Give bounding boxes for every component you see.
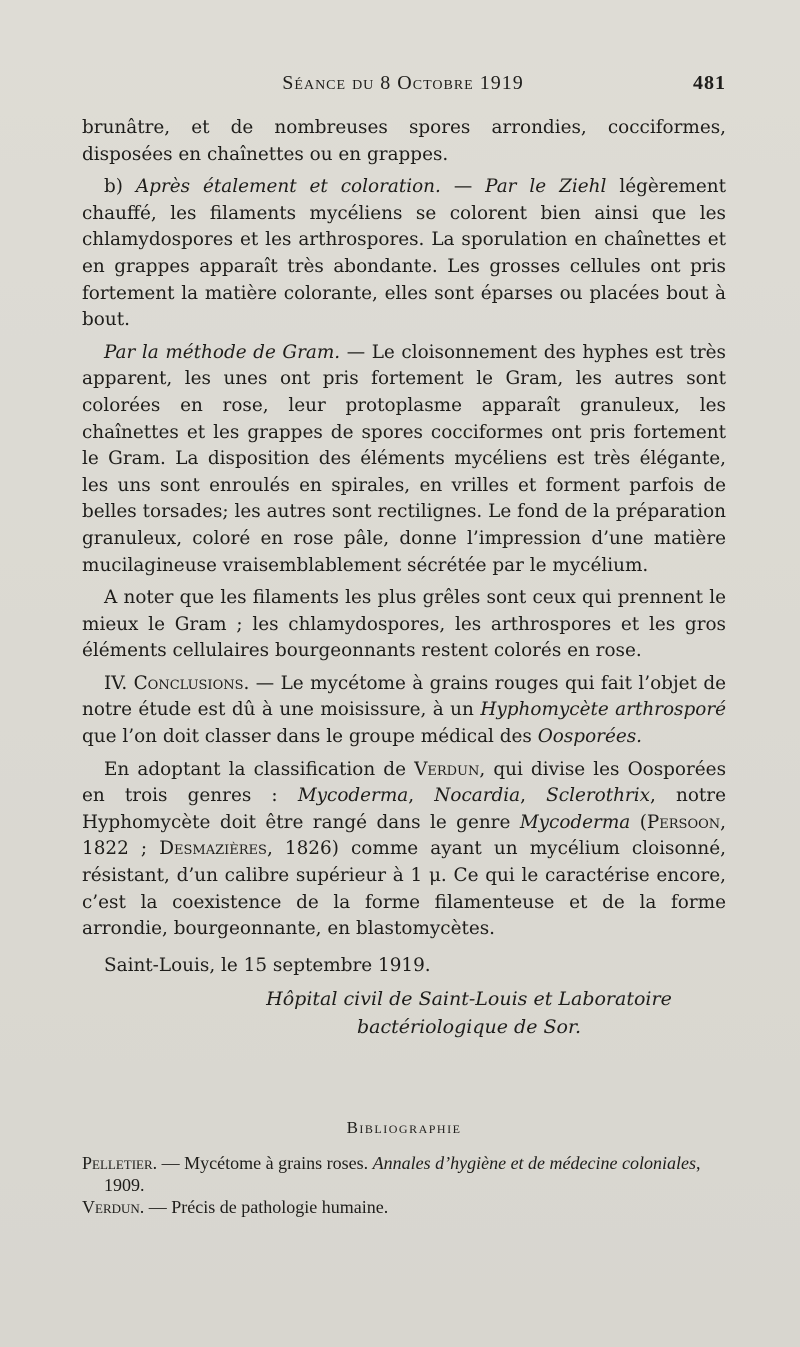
italic-text: Nocardia [434,785,521,807]
text-run: — Le cloisonnement des hyphes est très apparent, les unes ont pris fortement le Gram, les autres sont colorées en rose, leur protoplasme apparaît granuleux, les chaînettes et les grappes de spores cocciformes ont pris fortement le Gram. La disposition des éléments mycéliens est très élégante, les uns sont enroulés en spirales, en vrilles et forment parfois de belles torsades; les autres sont rectilignes. Le fond de la préparation granuleux, coloré en rose pâle, donne l’impression d’une matière mucilagineuse vraisemblablement sécrétée par le mycélium. [82,341,726,576]
text-run: , [520,785,547,807]
paragraph [82,757,726,943]
small-caps-text: Verdun [414,758,480,780]
running-title: Séance du 8 Octobre 1919 [282,72,524,94]
text-run: , notre Hyphomycète doit être rangé dans le genre [82,785,726,833]
small-caps-text: Persoon [646,811,721,833]
bibliography-list [82,1152,726,1218]
place-date-line [82,953,726,980]
paragraph [82,585,726,665]
paragraph [82,174,726,334]
small-caps-text: Conclusions. [133,672,250,694]
italic-text: Après étalement et coloration. [135,176,441,198]
paragraph [82,671,726,751]
text-run: — [440,176,486,198]
paragraph [82,115,726,168]
italic-text: Mycoderma [297,785,409,807]
text-run: IV. [104,672,134,694]
text-run: Saint-Louis, le 15 septembre 1919. [104,954,431,976]
italic-text: Par la méthode de Gram. [104,341,341,363]
text-run: A noter que les filaments les plus grêles sont ceux qui prennent le mieux le Gram ; les chlamydospores, les arthrospores et les gros éléments cellulaires bourgeonnants restent colorés en rose. [82,587,726,662]
italic-text: Mycoderma [519,811,631,833]
text-run: brunâtre, et de nombreuses spores arrondies, cocciformes, disposées en chaînettes ou en grappes. [82,117,726,165]
text-run: légèrement chauffé, les filaments mycéliens se colorent bien ainsi que les chlamydospores et les arthrospores. La sporulation en chaînettes et en grappes apparaît très abondante. Les grosses cellules ont pris fortement la matière colorante, elles sont éparses ou placées bout à bout. [82,176,727,331]
page-header [80,72,726,102]
affiliation [212,985,726,1041]
small-caps-text: Verdun [82,1197,140,1217]
text-run: b) [104,176,136,198]
affiliation-line: bactériologique de Sor. [357,1016,581,1039]
text-run: . — Mycétome à grains roses. [152,1153,373,1173]
page-number: 481 [693,72,726,94]
small-caps-text: Desmazières [159,838,267,860]
text-run: , qui divise les Oosporées en trois genres : [82,758,727,807]
text-run: que l’on doit classer dans le groupe médical des [82,726,538,748]
text-run: , [408,785,435,807]
bibliography-entry [82,1196,726,1218]
text-run: , 1909. [104,1153,701,1195]
text-run: , 1826) comme ayant un mycélium cloisonné, résistant, d’un calibre supérieur à 1 μ. Ce qui le caractérise encore, c’est la coexistence de la forme filamenteuse et de la forme arrondie, bourgeonnante, en blastomycètes. [82,838,726,940]
bibliography-entry [82,1152,726,1196]
body-text [82,115,726,1041]
text-run: , 1822 ; [82,811,726,860]
italic-text: Hyphomycète arthrosporé [480,699,726,721]
affiliation-line: Hôpital civil de Saint-Louis et Laboratoire [266,988,672,1011]
italic-text: Annales d’hygiène et de médecine coloniales [372,1153,696,1173]
italic-text: Oosporées. [537,726,642,748]
bibliography-title: Bibliographie [346,1118,462,1137]
italic-text: Sclerothrix [546,785,650,807]
small-caps-text: Pelletier [82,1153,153,1173]
paragraph [82,340,726,579]
text-run: En adoptant la classification de [104,758,415,780]
italic-text: Par le Ziehl [485,176,607,198]
text-run: . — Précis de pathologie humaine. [139,1197,389,1217]
text-run: ( [630,811,647,833]
text-run: — Le mycétome à grains rouges qui fait l’objet de notre étude est dû à une moisissure, à un [82,672,726,721]
